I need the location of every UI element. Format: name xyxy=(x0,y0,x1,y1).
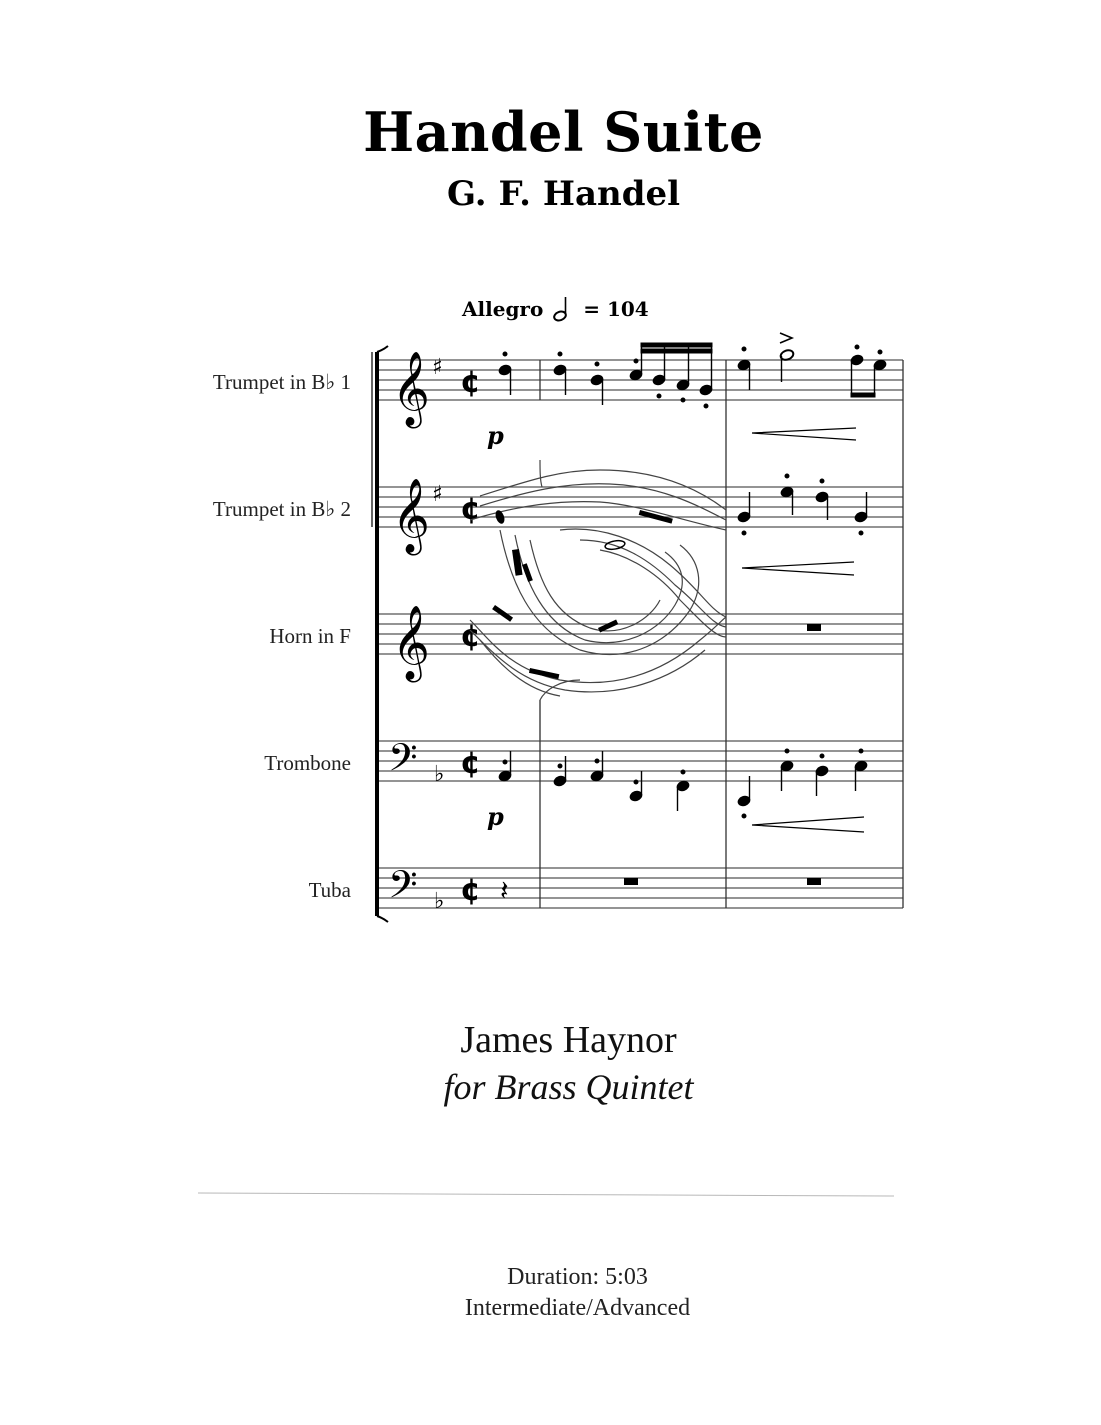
flat-icon: ♭ xyxy=(434,889,445,914)
instrument-label-trumpet-2: Trumpet in B♭ 2 xyxy=(212,497,351,521)
cut-time-icon: ¢ xyxy=(460,492,481,527)
staff-horn xyxy=(378,614,903,654)
trumpet-1-notes xyxy=(498,333,887,440)
staff-tuba xyxy=(378,868,903,908)
cut-time-icon: ¢ xyxy=(460,746,481,781)
swirl-distortion xyxy=(470,460,726,741)
arranger-name: James Haynor xyxy=(460,1019,677,1061)
sharp-icon: ♯ xyxy=(432,482,443,507)
dynamic-piano: p xyxy=(487,802,504,831)
cut-time-icon: ¢ xyxy=(460,873,481,908)
whole-rest-icon xyxy=(807,878,821,885)
bass-clef-icon: 𝄢 xyxy=(388,735,418,789)
bass-clef-icon: 𝄢 xyxy=(388,862,418,916)
piece-title: Handel Suite xyxy=(363,100,764,164)
flat-icon: ♭ xyxy=(434,762,445,787)
instrument-label-tuba: Tuba xyxy=(308,878,351,902)
treble-clef-icon: 𝄞 xyxy=(392,606,430,680)
treble-clef-icon: 𝄞 xyxy=(392,352,430,426)
composer-name: G. F. Handel xyxy=(446,174,681,214)
instrument-label-trumpet-1: Trumpet in B♭ 1 xyxy=(212,370,351,394)
ensemble-subtitle: for Brass Quintet xyxy=(443,1067,694,1107)
sharp-icon: ♯ xyxy=(432,355,443,380)
cut-time-icon: ¢ xyxy=(460,619,481,654)
whole-rest-icon xyxy=(624,878,638,885)
trumpet-2-notes xyxy=(737,474,868,575)
treble-clef-icon: 𝄞 xyxy=(392,479,430,553)
tempo-text: Allegro xyxy=(462,297,544,321)
cut-time-icon: ¢ xyxy=(460,365,481,400)
staff-trumpet-1 xyxy=(378,360,903,400)
tempo-value: = 104 xyxy=(583,297,649,321)
duration-text: Duration: 5:03 xyxy=(507,1264,648,1290)
whole-rest-icon xyxy=(807,624,821,631)
dynamic-piano: p xyxy=(487,421,504,450)
instrument-label-horn: Horn in F xyxy=(269,624,351,648)
quarter-rest-icon: 𝄽 xyxy=(500,874,509,907)
difficulty-level: Intermediate/Advanced xyxy=(464,1295,691,1321)
instrument-label-trombone: Trombone xyxy=(264,751,351,775)
